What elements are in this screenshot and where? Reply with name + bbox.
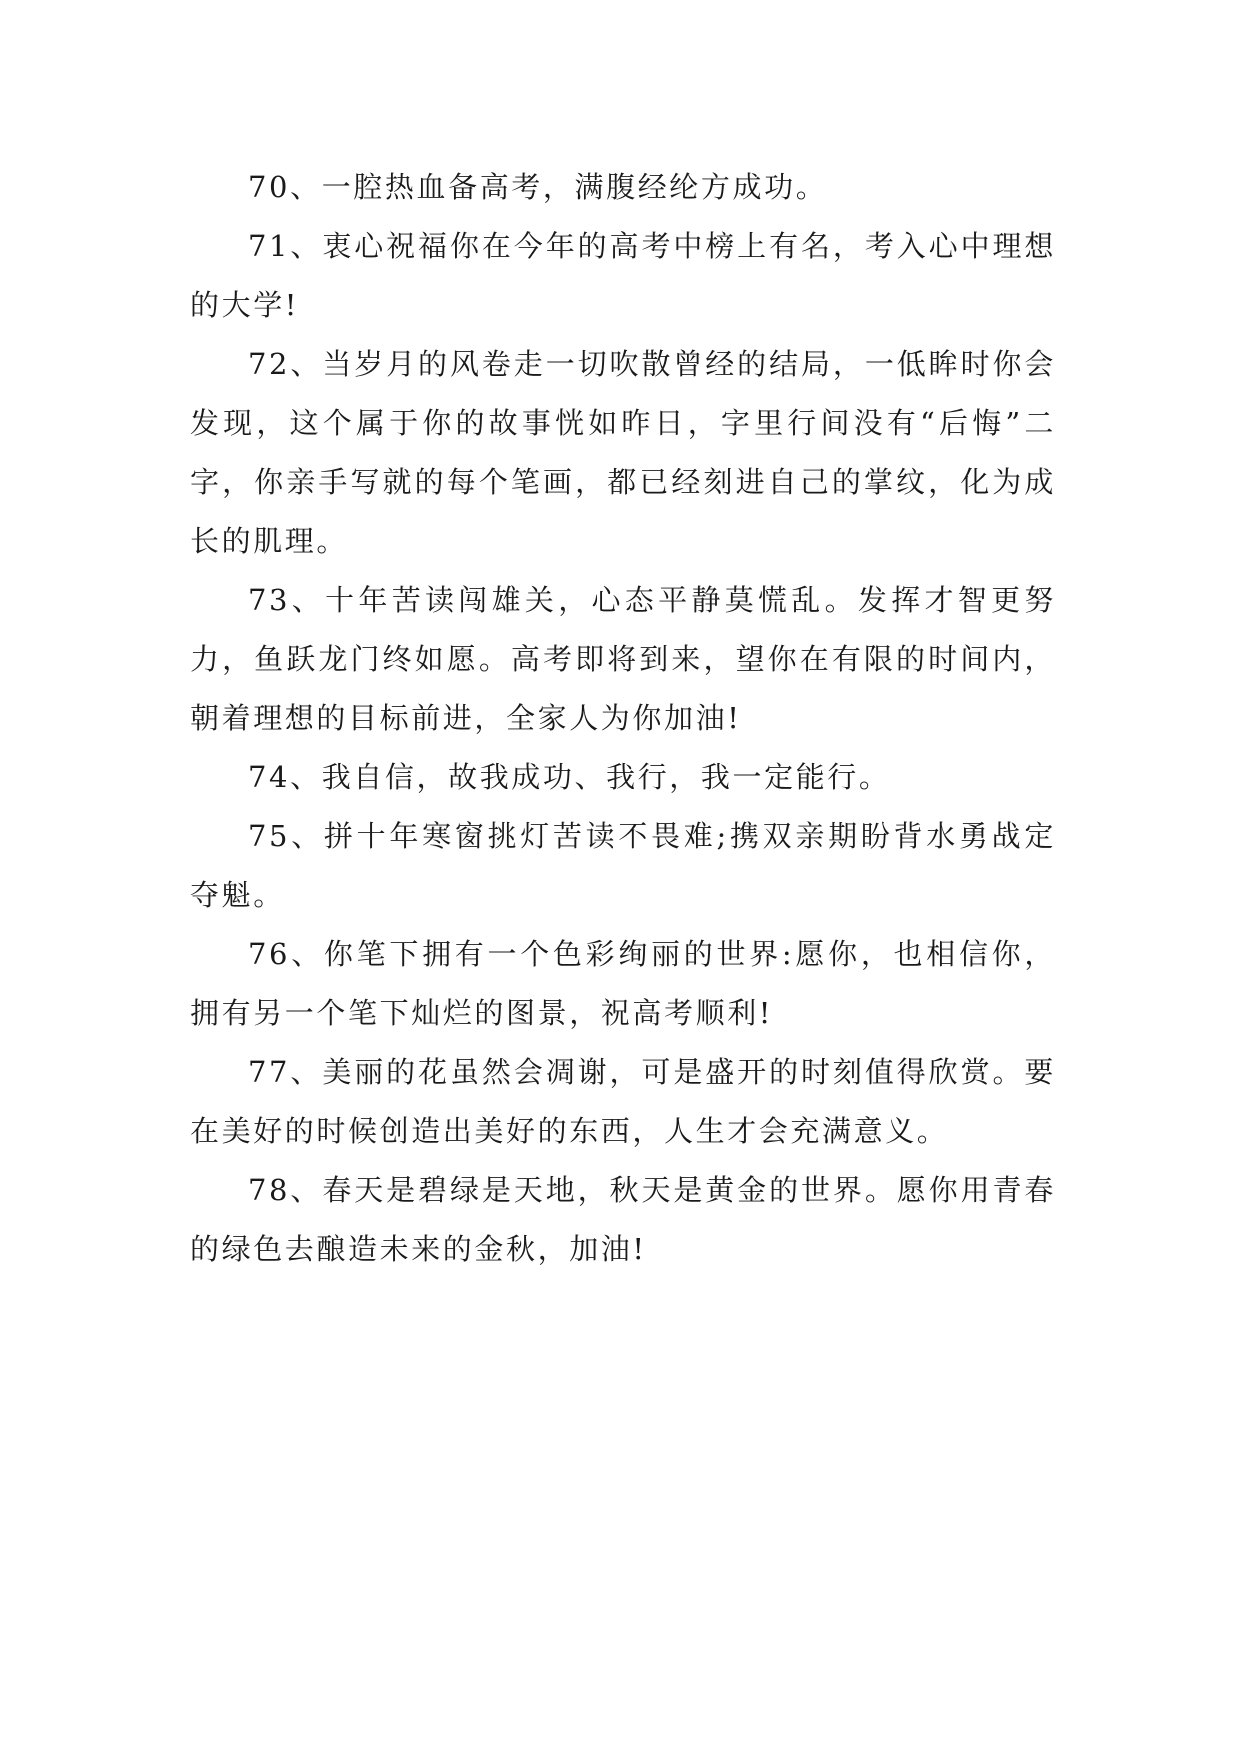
- paragraph-74: 74、我自信，故我成功、我行，我一定能行。: [248, 760, 891, 794]
- paragraph-71: 71、衷心祝福你在今年的高考中榜上有名，考入心中理想的大学!: [190, 229, 1056, 322]
- paragraph-76: 76、你笔下拥有一个色彩绚丽的世界:愿你，也相信你，拥有另一个笔下灿烂的图景，祝高考顺利!: [190, 937, 1056, 1030]
- paragraph-78: 78、春天是碧绿是天地，秋天是黄金的世界。愿你用青春的绿色去酿造未来的金秋，加油!: [190, 1173, 1056, 1266]
- paragraph-72: 72、当岁月的风卷走一切吹散曾经的结局，一低眸时你会发现，这个属于你的故事恍如昨日，字里行间没有“后悔”二字，你亲手写就的每个笔画，都已经刻进自己的掌纹，化为成长的肌理。: [190, 347, 1056, 558]
- paragraph-75: 75、拼十年寒窗挑灯苦读不畏难;携双亲期盼背水勇战定夺魁。: [190, 819, 1056, 912]
- paragraph-73: 73、十年苦读闯雄关，心态平静莫慌乱。发挥才智更努力，鱼跃龙门终如愿。高考即将到来，望你在有限的时间内，朝着理想的目标前进，全家人为你加油!: [190, 583, 1056, 735]
- document-body: [190, 158, 1056, 1279]
- paragraph-77: 77、美丽的花虽然会凋谢，可是盛开的时刻值得欣赏。要在美好的时候创造出美好的东西，人生才会充满意义。: [190, 1055, 1056, 1148]
- paragraph-70: 70、一腔热血备高考，满腹经纶方成功。: [248, 170, 828, 204]
